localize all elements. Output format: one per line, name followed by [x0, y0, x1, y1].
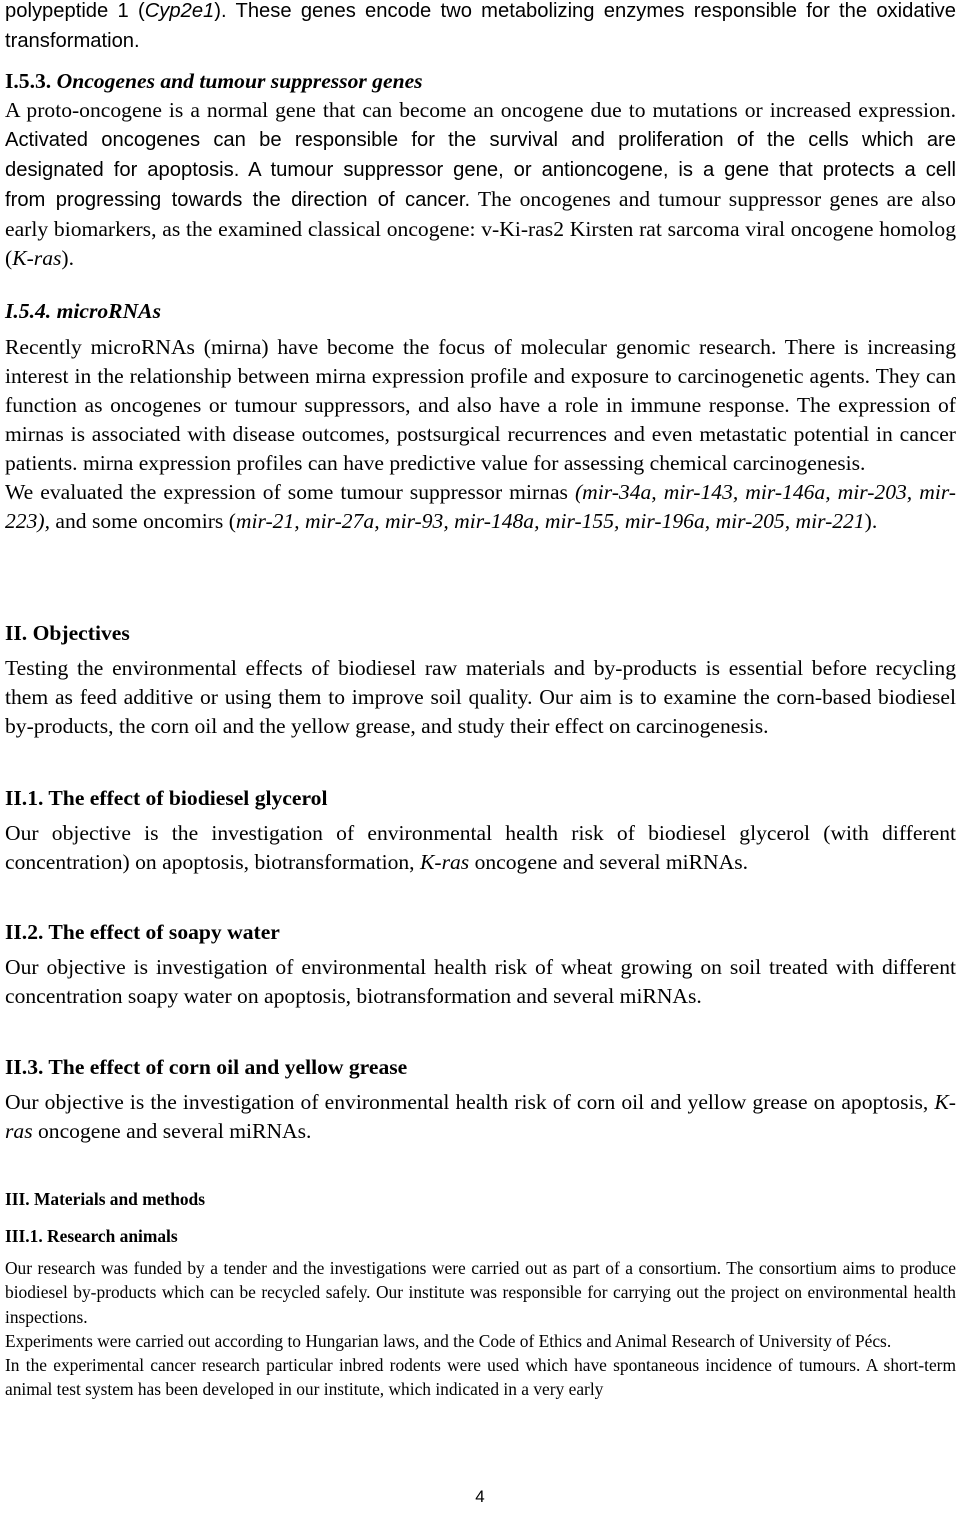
section-oncogenes [5, 67, 956, 273]
top-paragraph [5, 0, 956, 56]
oncogenes-part3-end: ). [61, 246, 74, 270]
research-animals-heading: III.1. Research animals [5, 1226, 178, 1246]
micrornas-para2-a: We evaluated the expression of some tumour suppressor mirnas [5, 480, 575, 504]
materials-methods-heading: III. Materials and methods [5, 1189, 206, 1209]
corn-oil-heading: II.3. The effect of corn oil and yellow grease [5, 1055, 408, 1079]
corn-oil-para-a: Our objective is the investigation of environmental health risk of corn oil and yellow grease on apoptosis, [5, 1090, 935, 1114]
top-text-a: polypeptide 1 ( [5, 0, 145, 22]
micrornas-para2-b: and some oncomirs ( [49, 509, 236, 533]
research-animals-para3: In the experimental cancer research particular inbred rodents were used which have spontaneous incidence of tumours. A short-term animal test system has been developed in our institute, which indicated in a very early [5, 1355, 956, 1400]
glycerol-para-b: oncogene and several miRNAs. [469, 850, 749, 874]
corn-oil-kras: K-ras [5, 1090, 956, 1143]
page-number: 4 [475, 1487, 485, 1506]
section-materials-methods [5, 1187, 956, 1402]
oncogenes-kras: K-ras [12, 246, 62, 270]
soapy-water-heading: II.2. The effect of soapy water [5, 920, 280, 944]
soapy-water-para: Our objective is investigation of environmental health risk of wheat growing on soil treated with different concentration soapy water on apoptosis, biotransformation and several miRNAs. [5, 955, 956, 1008]
section-oncogenes-body [5, 96, 956, 273]
section-glycerol [5, 784, 956, 877]
corn-oil-para [5, 1088, 956, 1146]
research-animals-para1: Our research was funded by a tender and the investigations were carried out as part of a consortium. The consortium aims to produce biodiesel by-products which can be recycled safely. Our institute was responsible for carrying out the project on environmental health inspections. [5, 1258, 956, 1327]
micrornas-suppressor-list: (mir-34a, mir-143, mir-146a, mir-203, mir-223), [5, 480, 956, 533]
corn-oil-para-b: oncogene and several miRNAs. [32, 1119, 312, 1143]
section-objectives [5, 619, 956, 741]
section-corn-oil [5, 1053, 956, 1146]
section-micrornas [5, 297, 956, 536]
glycerol-para-a: Our objective is the investigation of environmental health risk of biodiesel glycerol (with different concentration) on apoptosis, biotransformation, [5, 821, 956, 874]
oncogenes-part1: A proto-oncogene is a normal gene that can become an oncogene due to mutations or increased expression. [5, 98, 956, 122]
micrornas-para2-c: ). [864, 509, 878, 533]
top-text-b: ). These genes encode two metabolizing enzymes responsible for the oxidative transformation. [5, 0, 956, 52]
top-text-italic: Cyp2e1 [144, 0, 215, 22]
micrornas-para1: Recently microRNAs (mirna) have become the focus of molecular genomic research. There is increasing interest in the relationship between mirna expression profile and exposure to carcinogenetic agents. They can function as oncogenes or tumour suppressors, and also have a role in immune response. The expression of mirnas is associated with disease outcomes, postsurgical recurrences and even metastatic potential in cancer patients. mirna expression profiles can have predictive value for assessing chemical carcinogenesis. [5, 335, 956, 475]
glycerol-para [5, 819, 956, 877]
objectives-para: Testing the environmental effects of biodiesel raw materials and by-products is essential before recycling them as feed additive or using them to improve soil quality. Our aim is to examine the corn-based biodiesel by-products, the corn oil and the yellow grease, and study their effect on carcinogenesis. [5, 656, 956, 738]
research-animals-para2: Experiments were carried out according to Hungarian laws, and the Code of Ethics and Animal Research of University of Pécs. [5, 1330, 892, 1351]
section-micrornas-heading: I.5.4. microRNAs [5, 299, 161, 323]
section-oncogenes-title: Oncogenes and tumour suppressor genes [56, 69, 423, 93]
micrornas-para2 [5, 478, 956, 536]
section-oncogenes-heading [5, 67, 956, 96]
micrornas-oncomir-list: mir-21, mir-27a, mir-93, mir-148a, mir-155, mir-196a, mir-205, mir-221 [235, 509, 865, 533]
glycerol-kras: K-ras [419, 850, 470, 874]
objectives-heading: II. Objectives [5, 621, 130, 645]
glycerol-heading: II.1. The effect of biodiesel glycerol [5, 786, 328, 810]
oncogenes-part2: Activated oncogenes can be responsible for the survival and proliferation of the cells which are designated for apoptosis. A tumour suppressor gene, or antioncogene, is a gene that protects a cell from progressing towards the direction of cancer. [5, 129, 956, 211]
oncogenes-part3: The oncogenes and tumour suppressor genes are also early biomarkers, as the examined classical oncogene: v-Ki-ras2 Kirsten rat sarcoma viral oncogene homolog ( [5, 187, 956, 270]
section-soapy-water [5, 918, 956, 1011]
section-oncogenes-number: I.5.3. [5, 69, 52, 93]
